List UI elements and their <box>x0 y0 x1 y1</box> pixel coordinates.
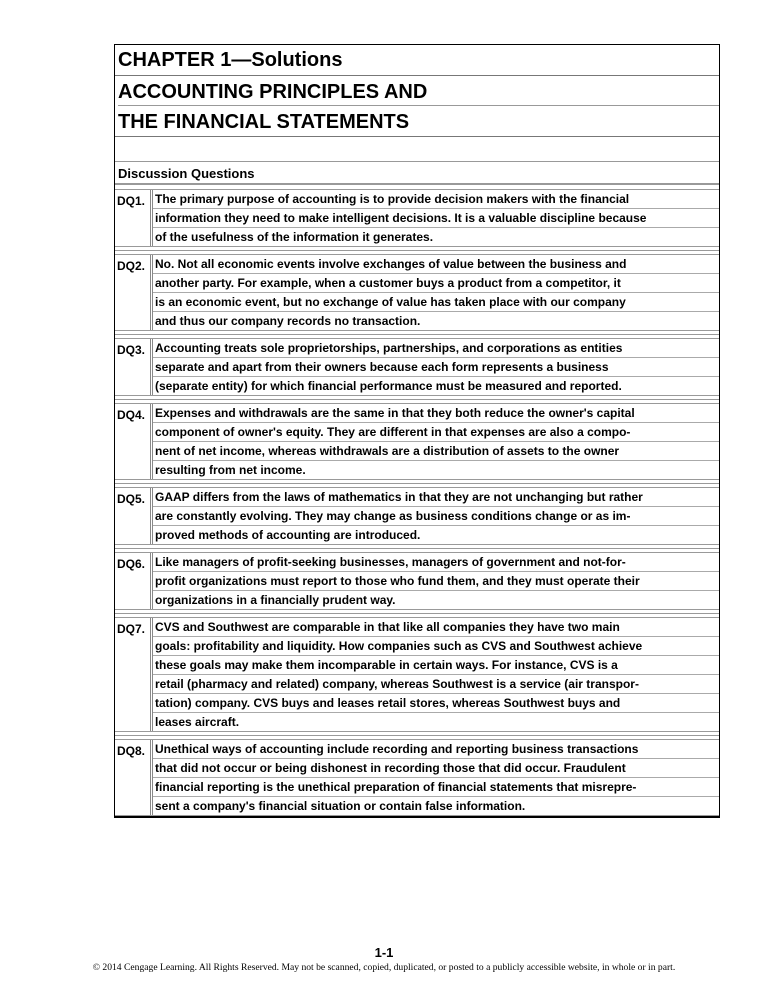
answer-line: Unethical ways of accounting include recording and reporting business transactions <box>153 740 719 759</box>
question-row <box>115 339 719 396</box>
subtitle-line-1: ACCOUNTING PRINCIPLES AND <box>118 76 719 106</box>
answer-line: retail (pharmacy and related) company, whereas Southwest is a service (air transpor- <box>153 675 719 694</box>
section-heading: Discussion Questions <box>115 162 719 184</box>
question-number: DQ1. <box>115 190 153 246</box>
question-number: DQ7. <box>115 618 153 731</box>
answer-line: goals: profitability and liquidity. How companies such as CVS and Southwest achieve <box>153 637 719 656</box>
answer-line: and thus our company records no transaction. <box>155 314 421 328</box>
question-row <box>115 190 719 247</box>
answer-line: of the usefulness of the information it generates. <box>155 230 434 244</box>
answer-line: separate and apart from their owners because each form represents a business <box>153 358 719 377</box>
question-row <box>115 740 719 816</box>
solutions-sheet <box>114 44 720 818</box>
page-number: 1-1 <box>374 945 394 960</box>
answer-text <box>153 553 719 609</box>
blank-row <box>115 137 719 162</box>
answer-line: Like managers of profit-seeking businesses, managers of government and not-for- <box>153 553 719 572</box>
answer-line: that did not occur or being dishonest in recording those that did occur. Fraudulent <box>153 759 719 778</box>
answer-text <box>153 404 719 479</box>
copyright-notice: © 2014 Cengage Learning. All Rights Reserved. May not be scanned, copied, duplicated, or posted to a publicly accessible website, in whole or in part. <box>92 962 676 973</box>
answer-line: financial reporting is the unethical preparation of financial statements that misrepre- <box>153 778 719 797</box>
answer-line: The primary purpose of accounting is to provide decision makers with the financial <box>153 190 719 209</box>
question-number: DQ4. <box>115 404 153 479</box>
answer-line: sent a company's financial situation or contain false information. <box>155 799 526 813</box>
answer-line: leases aircraft. <box>155 715 240 729</box>
question-number: DQ2. <box>115 255 153 330</box>
answer-text <box>153 255 719 330</box>
answer-line: component of owner's equity. They are different in that expenses are also a compo- <box>153 423 719 442</box>
question-row <box>115 255 719 331</box>
answer-line: these goals may make them incomparable in certain ways. For instance, CVS is a <box>153 656 719 675</box>
answer-line: is an economic event, but no exchange of value has taken place with our company <box>153 293 719 312</box>
answer-text <box>153 488 719 544</box>
answer-line: information they need to make intelligent decisions. It is a valuable discipline because <box>153 209 719 228</box>
answer-line: CVS and Southwest are comparable in that like all companies they have two main <box>153 618 719 637</box>
question-row <box>115 488 719 545</box>
answer-line: No. Not all economic events involve exchanges of value between the business and <box>153 255 719 274</box>
answer-text <box>153 190 719 246</box>
answer-line: tation) company. CVS buys and leases retail stores, whereas Southwest buys and <box>153 694 719 713</box>
question-number: DQ5. <box>115 488 153 544</box>
answer-text <box>153 740 719 815</box>
subtitle-line-2: THE FINANCIAL STATEMENTS <box>118 111 410 133</box>
answer-line: Accounting treats sole proprietorships, partnerships, and corporations as entities <box>153 339 719 358</box>
answer-line: (separate entity) for which financial performance must be measured and reported. <box>155 379 622 393</box>
answer-text <box>153 339 719 395</box>
question-number: DQ8. <box>115 740 153 815</box>
answer-line: GAAP differs from the laws of mathematics in that they are not unchanging but rather <box>153 488 719 507</box>
question-row <box>115 404 719 480</box>
question-number: DQ3. <box>115 339 153 395</box>
chapter-subtitle <box>115 76 719 137</box>
answer-line: nent of net income, whereas withdrawals are a distribution of assets to the owner <box>153 442 719 461</box>
chapter-title: CHAPTER 1—Solutions <box>115 45 719 76</box>
answer-line: proved methods of accounting are introduced. <box>155 528 421 542</box>
answer-line: organizations in a financially prudent way. <box>155 593 396 607</box>
question-row <box>115 553 719 610</box>
answer-line: another party. For example, when a customer buys a product from a competitor, it <box>153 274 719 293</box>
answer-line: profit organizations must report to those who fund them, and they must operate their <box>153 572 719 591</box>
question-row <box>115 618 719 732</box>
answer-line: resulting from net income. <box>155 463 306 477</box>
answer-line: Expenses and withdrawals are the same in that they both reduce the owner's capital <box>153 404 719 423</box>
answer-line: are constantly evolving. They may change as business conditions change or as im- <box>153 507 719 526</box>
questions-list <box>115 190 719 816</box>
question-number: DQ6. <box>115 553 153 609</box>
answer-text <box>153 618 719 731</box>
